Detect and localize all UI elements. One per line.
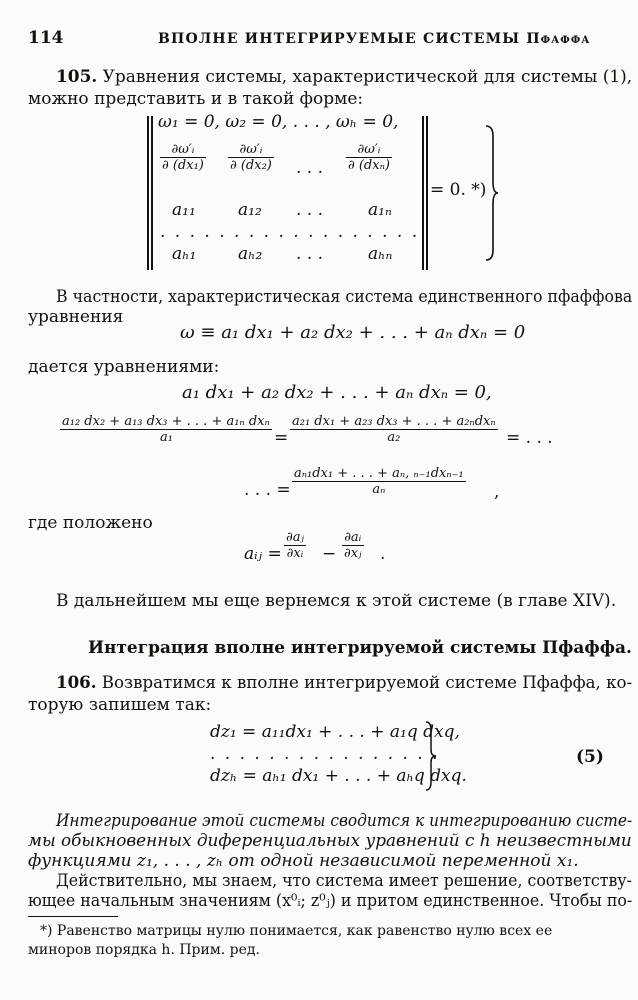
intro-line2: можно представить и в такой форме: (28, 89, 364, 109)
paragraph-105-line1 (56, 66, 632, 88)
intro-line1: Уравнения системы, характеристической для системы (1), (102, 67, 633, 87)
italic-line1: Интегрирование этой системы сводится к интегрированию систе- (56, 811, 633, 831)
right-brace-icon (484, 124, 500, 262)
chain-frac-2: a₂₁ dx₁ + a₂₃ dx₃ + . . . + a₂ₙdxₙ a₂ (292, 414, 496, 445)
footnote-line2: миноров порядка h. Прим. ред. (28, 942, 260, 958)
section-number-106: 106. (56, 673, 97, 693)
matrix-row2-dots: . . . (296, 158, 324, 178)
body-line1: Действительно, мы знаем, что система имеет решение, соответству- (56, 871, 632, 891)
matrix-frac-1n: ∂ω′ᵢ ∂ (dxₙ) (348, 142, 390, 173)
aij-lhs: aᵢⱼ = (244, 544, 282, 564)
page-number: 114 (28, 28, 64, 48)
matrix-row1: ω₁ = 0, ω₂ = 0, . . . , ωₕ = 0, (158, 112, 399, 132)
matrix-ahn: aₕₙ (368, 244, 393, 264)
paragraph-106-line1: 106. Возвратимся к вполне интегрируемой системе Пфаффа, ко- (56, 673, 633, 693)
chain-comma: , (494, 482, 500, 502)
section-heading: Интеграция вполне интегрируемой системы Пфаффа. (88, 638, 632, 658)
running-title (158, 31, 590, 47)
matrix-a11: a₁₁ (172, 200, 196, 220)
particular-line2: уравнения (28, 307, 124, 327)
aij-frac-2: $\frac{\text{∂aᵢ}}{\text{∂xⱼ}}$ (344, 530, 362, 561)
later-text: В дальнейшем мы еще вернемся к этой системе (в главе XIV). (56, 591, 617, 611)
det-bar-left-inner (151, 116, 153, 270)
running-title-name: Пфаффа (526, 31, 591, 47)
system-row3: dzₕ = aₕ₁ dx₁ + . . . + aₕq dxq. (210, 766, 467, 786)
det-bar-right-outer (426, 116, 428, 270)
footnote-line1: *) Равенство матрицы нулю понимается, как равенство нулю всех ее (40, 923, 553, 939)
system-dots: . . . . . . . . . . . . . . . . (210, 744, 440, 764)
matrix-ah1: aₕ₁ (172, 244, 197, 264)
matrix-row3-dots: . . . (296, 200, 324, 220)
chain-tail-dots: = . . . (506, 428, 553, 448)
running-title-main: ВПОЛНЕ ИНТЕГРИРУЕМЫЕ СИСТЕМЫ (158, 31, 521, 47)
paragraph-106-line2: торую запишем так: (28, 695, 212, 715)
italic-line3: функциями z₁, . . . , zₕ от одной независимой переменной x₁. (28, 851, 579, 871)
system-row1: dz₁ = a₁₁dx₁ + . . . + a₁q dxq, (210, 722, 460, 742)
system-brace-icon (424, 720, 438, 792)
matrix-ah2: aₕ₂ (238, 244, 263, 264)
body-line2: ющее начальным значениям (x⁰ᵢ; z⁰ⱼ) и притом единственное. Чтобы по- (28, 891, 633, 911)
footnote-rule (28, 916, 118, 917)
omega-equation: ω ≡ a₁ dx₁ + a₂ dx₂ + . . . + aₙ dxₙ = 0 (180, 322, 526, 343)
matrix-a12: a₁₂ (238, 200, 262, 220)
sum-equation: a₁ dx₁ + a₂ dx₂ + . . . + aₙ dxₙ = 0, (182, 382, 492, 403)
matrix-frac-12: $\frac{\text{∂ω′ᵢ}}{\text{∂ (dx₂)}}$ (230, 142, 272, 173)
section-number-105: 105. (56, 67, 98, 87)
chain-frac-3: aₙ₁dx₁ + . . . + aₙ, ₙ₋₁dxₙ₋₁ aₙ (294, 466, 464, 497)
chain-eq-sign: = (274, 428, 289, 448)
aij-frac-1: $\frac{\text{∂aⱼ}}{\text{∂xᵢ}}$ (286, 530, 304, 561)
matrix-dots-row: . . . . . . . . . . . . . . . . . . (160, 222, 420, 242)
equation-label-5: (5) (576, 747, 604, 767)
aij-period: . (380, 544, 386, 564)
chain-frac-1: a₁₂ dx₂ + a₁₃ dx₃ + . . . + a₁ₙ dxₙ a₁ (62, 414, 270, 445)
det-bar-right-inner (422, 116, 424, 270)
matrix-equals-zero: = 0. *) (430, 180, 487, 200)
matrix-row5-dots: . . . (296, 244, 324, 264)
particular-line1: В частности, характеристическая система единственного пфаффова (56, 287, 633, 307)
aij-minus: − (322, 544, 337, 564)
det-bar-left-outer (147, 116, 149, 270)
where-text: где положено (28, 513, 153, 533)
chain-lead-dots: . . . = (244, 480, 291, 500)
matrix-frac-11: $\frac{\text{∂ω′ᵢ}}{\text{∂ (dx₁)}}$ (162, 142, 204, 173)
italic-line2: мы обыкновенных диференциальных уравнений с h неизвестными (28, 831, 632, 851)
given-by: дается уравнениями: (28, 357, 220, 377)
matrix-a1n: a₁ₙ (368, 200, 392, 220)
